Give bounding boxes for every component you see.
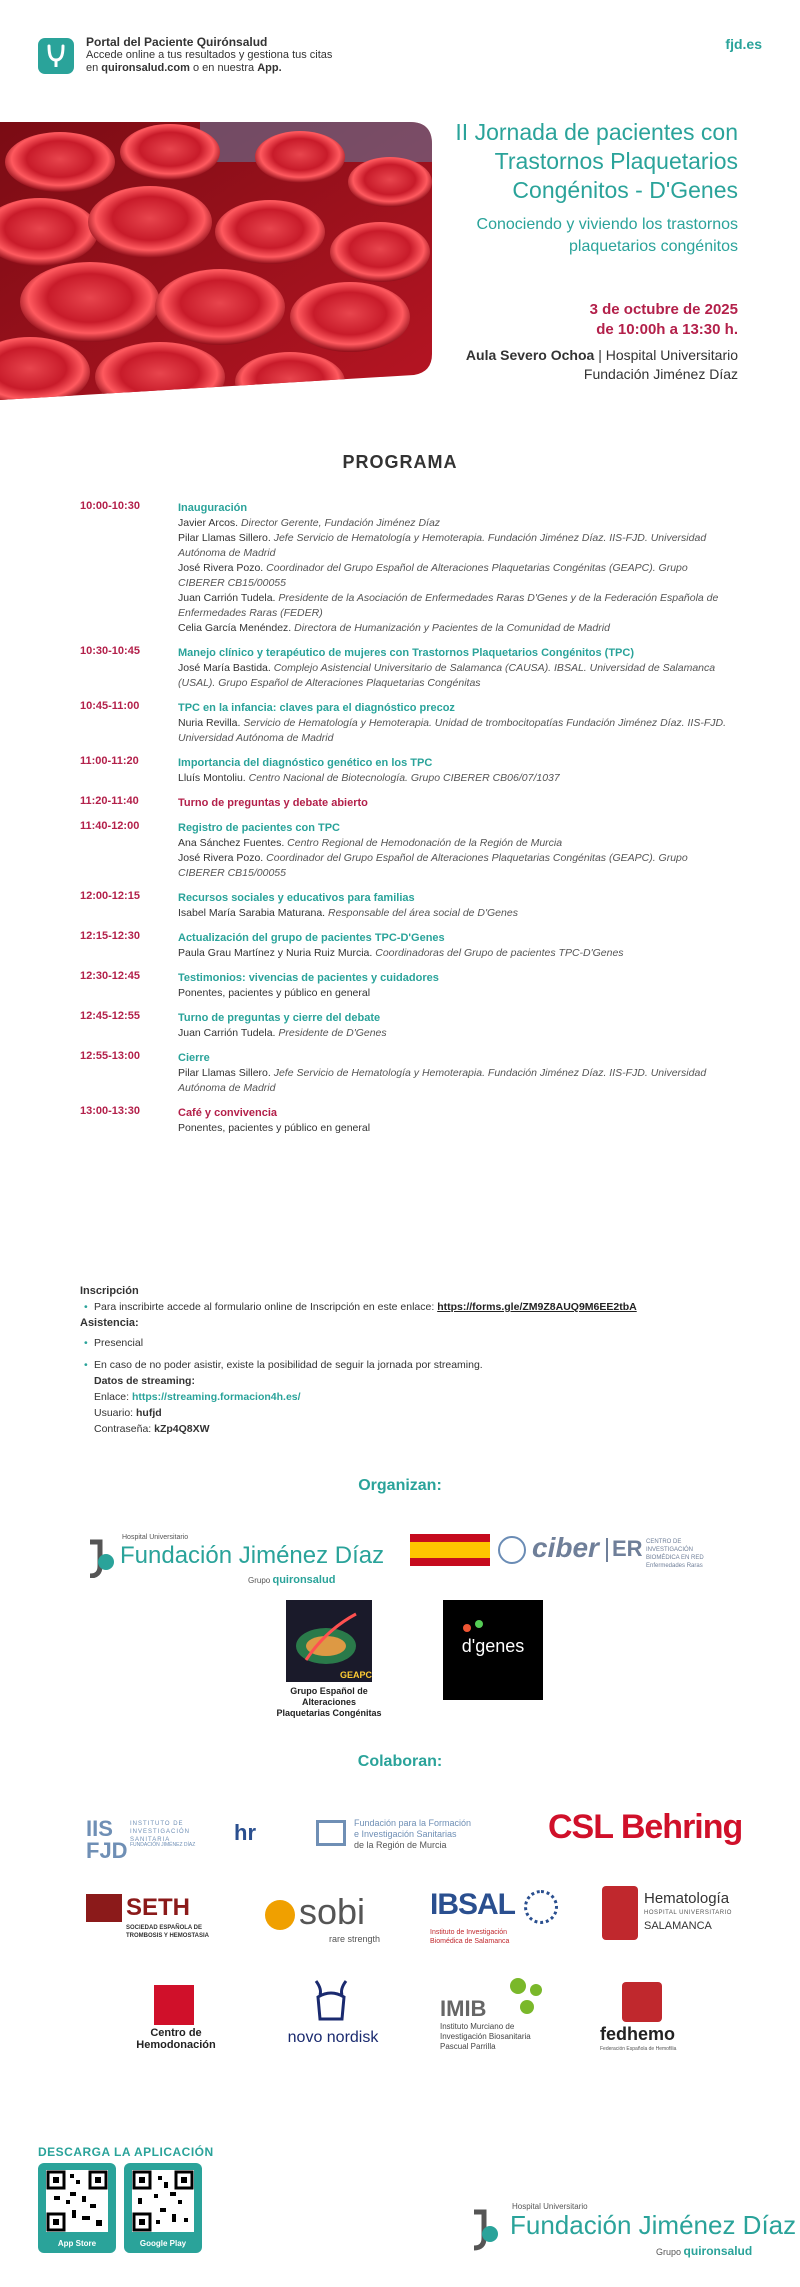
ministerio-ciber-logo: ciber ER CENTRO DE INVESTIGACIÓN BIOMÉDICA EN RED Enfermedades Raras bbox=[410, 1534, 720, 1568]
seth-icon bbox=[86, 1894, 122, 1922]
session-speaker: José Rivera Pozo. Coordinador del Grupo Español de Alteraciones Plaquetarias Congénitas (GEAPC). Grupo CIBERER CB15/00055 bbox=[178, 852, 688, 879]
ffis-logo: Fundación para la Formación e Investigación Sanitarias de la Región de Murcia bbox=[316, 1818, 516, 1852]
colaboran-title: Colaboran: bbox=[357, 1753, 443, 1770]
qr-code-icon bbox=[132, 2170, 194, 2232]
session-time: 13:00-13:30 bbox=[80, 1105, 140, 1117]
schedule-session bbox=[80, 1050, 730, 1096]
google-play-qr[interactable]: Google Play bbox=[124, 2163, 202, 2253]
session-speaker: Paula Grau Martínez y Nuria Ruiz Murcia. Coordinadoras del Grupo de pacientes TPC-D'Genes bbox=[178, 947, 624, 959]
schedule-session bbox=[80, 820, 730, 881]
streaming-user: hufjd bbox=[136, 1407, 162, 1419]
event-place: Aula Severo Ochoa | Hospital Universitario Fundación Jiménez Díaz bbox=[465, 347, 738, 382]
session-title: Turno de preguntas y cierre del debate bbox=[178, 1012, 381, 1024]
session-speaker: José Rivera Pozo. Coordinador del Grupo Español de Alteraciones Plaquetarias Congénitas (GEAPC). Grupo CIBERER CB15/00055 bbox=[178, 562, 688, 589]
session-time: 12:55-13:00 bbox=[80, 1050, 140, 1062]
session-title: Turno de preguntas y debate abierto bbox=[178, 797, 368, 809]
schedule-session bbox=[80, 645, 730, 691]
centro-hemodonacion-logo: Centro de Hemodonación bbox=[128, 1985, 228, 2055]
schedule-session bbox=[80, 970, 730, 1001]
fedhemo-icon bbox=[622, 1982, 662, 2022]
asistencia-presencial: • Presencial bbox=[94, 1335, 740, 1351]
session-time: 11:00-11:20 bbox=[80, 755, 139, 767]
imib-logo: IMIB Instituto Murciano de Investigación Biosanitaria Pascual Parrilla bbox=[440, 1978, 580, 2058]
schedule-session bbox=[80, 890, 730, 921]
schedule-session bbox=[80, 1010, 730, 1041]
geapc-logo: GEAPC Grupo Español de Alteraciones Plaquetarias Congénitas bbox=[270, 1600, 390, 1720]
session-title: Café y convivencia bbox=[178, 1107, 278, 1119]
inscription-text: • Para inscribirte accede al formulario online de Inscripción en este enlace: https://forms.gle/ZM9Z8AUQ9M6EE2tbA bbox=[94, 1299, 740, 1315]
organizan-title: Organizan: bbox=[358, 1477, 442, 1494]
sobi-icon bbox=[265, 1900, 295, 1930]
session-time: 10:00-10:30 bbox=[80, 500, 140, 512]
red-blood-cells-image bbox=[0, 122, 432, 400]
dgenes-logo: d'genes bbox=[443, 1600, 543, 1700]
novo-bull-icon bbox=[306, 1975, 356, 2025]
session-speaker: Ponentes, pacientes y público en general bbox=[178, 987, 371, 999]
centro-icon bbox=[154, 1985, 194, 2025]
fjd-symbol-icon bbox=[470, 2208, 500, 2252]
inscription-link[interactable]: https://forms.gle/ZM9Z8AUQ9M6EE2tbA bbox=[437, 1301, 637, 1313]
portal-title: Portal del Paciente Quirónsalud bbox=[86, 35, 268, 49]
schedule-session bbox=[80, 700, 730, 746]
session-time: 12:30-12:45 bbox=[80, 970, 140, 982]
fjd-footer-logo: Hospital Universitario Fundación Jiménez Díaz Grupo quironsalud bbox=[470, 2200, 770, 2262]
header bbox=[0, 0, 800, 100]
session-speaker: Ponentes, pacientes y público en general bbox=[178, 1122, 371, 1134]
ffis-icon bbox=[316, 1820, 346, 1846]
session-speaker: Isabel María Sarabia Maturana. Responsable del área social de D'Genes bbox=[178, 907, 518, 919]
schedule-session bbox=[80, 795, 730, 811]
portal-line-2: en quironsalud.com o en nuestra App. bbox=[86, 62, 282, 74]
session-speaker: Celia García Menéndez. Directora de Humanización y Pacientes de la Comunidad de Madrid bbox=[178, 622, 610, 634]
iis-fjd-logo: IIS FJD INSTITUTO DE INVESTIGACIÓN SANITARIA FUNDACIÓN JIMÉNEZ DÍAZ hr bbox=[86, 1816, 256, 1863]
isciii-icon bbox=[498, 1536, 526, 1564]
session-speaker: Pilar Llamas Sillero. Jefe Servicio de Hematología y Hemoterapia. Fundación Jiménez Díaz. IIS-FJD. Universidad Autónoma de Madrid bbox=[178, 532, 707, 559]
svg-text:GEAPC: GEAPC bbox=[340, 1670, 372, 1680]
download-app-title: DESCARGA LA APLICACIÓN bbox=[38, 2145, 214, 2159]
session-time: 10:30-10:45 bbox=[80, 645, 140, 657]
asistencia-title: Asistencia: bbox=[80, 1317, 139, 1329]
session-speaker: Ana Sánchez Fuentes. Centro Regional de Hemodonación de la Región de Murcia bbox=[178, 837, 563, 849]
session-speaker: Nuria Revilla. Servicio de Hematología y Hemoterapia. Unidad de trombocitopatías Fundación Jiménez Díaz. IIS-FJD. Universidad Autónoma de Madrid bbox=[178, 717, 727, 744]
schedule-session bbox=[80, 500, 730, 636]
session-title: Inauguración bbox=[178, 502, 248, 514]
session-title: Cierre bbox=[178, 1052, 210, 1064]
event-subtitle: Conociendo y viviendo los trastornos plaquetarios congénitos bbox=[476, 216, 738, 255]
app-store-qr[interactable]: App Store bbox=[38, 2163, 116, 2253]
event-date: 3 de octubre de 2025 de 10:00h a 13:30 h. bbox=[589, 301, 738, 338]
novo-nordisk-logo: novo nordisk bbox=[278, 1975, 388, 2055]
asistencia-streaming: • En caso de no poder asistir, existe la posibilidad de seguir la jornada por streaming. bbox=[94, 1357, 740, 1373]
session-title: Registro de pacientes con TPC bbox=[178, 822, 340, 834]
schedule-session bbox=[80, 755, 730, 786]
csl-behring-logo: CSL Behring bbox=[548, 1808, 743, 1846]
fjd-site-link[interactable]: fjd.es bbox=[725, 36, 762, 52]
session-time: 10:45-11:00 bbox=[80, 700, 140, 712]
session-speaker: Lluís Montoliu. Centro Nacional de Biotecnología. Grupo CIBERER CB06/07/1037 bbox=[178, 772, 560, 784]
session-title: Actualización del grupo de pacientes TPC-D'Genes bbox=[178, 932, 445, 944]
fjd-logo: Hospital Universitario Fundación Jiménez Díaz Grupo quironsalud bbox=[86, 1530, 346, 1590]
patient-portal-promo bbox=[86, 36, 332, 75]
seth-logo: SETH SOCIEDAD ESPAÑOLA DE TROMBOSIS Y HEMOSTASIA bbox=[86, 1894, 236, 1946]
session-time: 11:40-12:00 bbox=[80, 820, 140, 832]
schedule-session bbox=[80, 1105, 730, 1136]
session-title: TPC en la infancia: claves para el diagnóstico precoz bbox=[178, 702, 455, 714]
session-title: Testimonios: vivencias de pacientes y cuidadores bbox=[178, 972, 439, 984]
session-time: 12:00-12:15 bbox=[80, 890, 140, 902]
sobi-logo: sobi rare strength bbox=[265, 1892, 405, 1948]
inscription-section bbox=[80, 1283, 740, 1437]
session-speaker: Javier Arcos. Director Gerente, Fundación Jiménez Díaz bbox=[178, 517, 441, 529]
quironsalud-link[interactable]: quironsalud.com bbox=[101, 62, 190, 74]
schedule-session bbox=[80, 930, 730, 961]
session-time: 12:15-12:30 bbox=[80, 930, 140, 942]
streaming-link[interactable]: https://streaming.formacion4h.es/ bbox=[131, 1391, 301, 1403]
programa-title: PROGRAMA bbox=[342, 452, 458, 472]
session-title: Recursos sociales y educativos para familias bbox=[178, 892, 415, 904]
hema-icon bbox=[602, 1886, 638, 1940]
fjd-symbol-icon bbox=[86, 1538, 116, 1578]
streaming-data: Datos de streaming: Enlace: https://streaming.formacion4h.es/ Usuario: hufjd Contraseña: kZp4Q8XW bbox=[94, 1375, 301, 1435]
inscription-title: Inscripción bbox=[80, 1285, 139, 1297]
quironsalud-app-logo[interactable] bbox=[38, 38, 74, 74]
geapc-image-icon bbox=[286, 1600, 372, 1682]
session-speaker: Pilar Llamas Sillero. Jefe Servicio de Hematología y Hemoterapia. Fundación Jiménez Díaz. IIS-FJD. Universidad Autónoma de Madrid bbox=[178, 1067, 707, 1094]
session-time: 11:20-11:40 bbox=[80, 795, 139, 807]
session-title: Importancia del diagnóstico genético en los TPC bbox=[178, 757, 433, 769]
fedhemo-logo: fedhemo Federación Española de Hemofilia bbox=[600, 1982, 700, 2062]
session-time: 12:45-12:55 bbox=[80, 1010, 140, 1022]
session-speaker: José María Bastida. Complejo Asistencial Universitario de Salamanca (CAUSA). IBSAL. Universidad de Salamanca (USAL). Grupo Español de Alteraciones Plaquetarias Congénitas bbox=[178, 662, 716, 689]
patient-portal-icon bbox=[46, 44, 66, 68]
session-title: Manejo clínico y terapéutico de mujeres con Trastornos Plaquetarios Congénitos (TPC) bbox=[178, 647, 634, 659]
qr-code-icon bbox=[46, 2170, 108, 2232]
session-speaker: Juan Carrión Tudela. Presidente de la Asociación de Enfermedades Raras D'Genes y de la Federación Española de Enfermedades Raras (FEDER) bbox=[178, 592, 719, 619]
streaming-password: kZp4Q8XW bbox=[154, 1423, 210, 1435]
event-title: II Jornada de pacientes con Trastornos Plaquetarios Congénitos - D'Genes bbox=[455, 119, 738, 203]
schedule bbox=[80, 500, 730, 1145]
ibsal-logo: IBSAL Instituto de Investigación Biomédica de Salamanca bbox=[430, 1884, 570, 1954]
hematologia-salamanca-logo: Hematología HOSPITAL UNIVERSITARIO SALAMANCA bbox=[602, 1886, 742, 1946]
ibsal-dots-icon bbox=[524, 1890, 558, 1924]
portal-line-1: Accede online a tus resultados y gestiona tus citas bbox=[86, 49, 333, 61]
session-speaker: Juan Carrión Tudela. Presidente de D'Genes bbox=[178, 1027, 387, 1039]
spain-ministry-icon bbox=[410, 1534, 490, 1566]
